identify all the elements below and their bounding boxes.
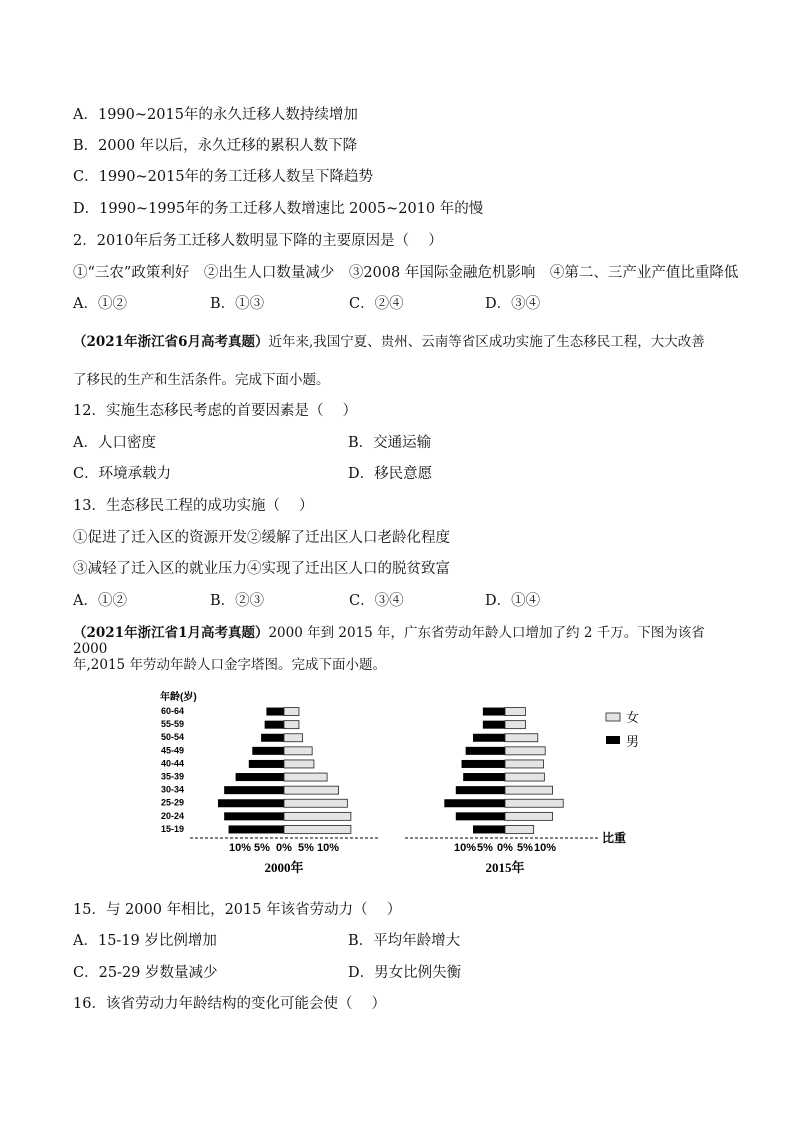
female-bar [284, 734, 302, 742]
x-tick-label: 5% [477, 842, 493, 854]
choice-a: A．①② [73, 593, 127, 609]
section-2-intro-cont: 了移民的生产和生活条件。完成下面小题。 [73, 372, 330, 388]
male-bar [229, 825, 284, 833]
female-bar [505, 825, 534, 833]
male-bar [218, 799, 284, 807]
age-group-label: 45-49 [161, 745, 185, 756]
male-bar [224, 812, 284, 820]
male-bar [261, 734, 284, 742]
male-bar [236, 773, 284, 781]
choice-d: D．移民意愿 [348, 466, 433, 482]
male-bar [473, 825, 505, 833]
intro-text: 近年来,我国宁夏、贵州、云南等省区成功实施了生态移民工程，大大改善 [268, 334, 705, 350]
question-13-statement-2: ③减轻了迁入区的就业压力④实现了迁出区人口的脱贫致富 [73, 561, 450, 577]
panel-label: 2015年 [485, 860, 525, 875]
female-bar [284, 708, 299, 716]
male-bar [249, 760, 284, 768]
y-axis-label: 年龄(岁) [160, 692, 197, 703]
population-pyramid-figure [150, 688, 640, 880]
male-bar [483, 721, 505, 729]
age-group-label: 40-44 [161, 758, 185, 769]
question-13-stem: 13．生态移民工程的成功实施（ ） [73, 498, 314, 514]
female-bar [505, 734, 538, 742]
female-bar [505, 773, 544, 781]
source-label: （2021年浙江省1月高考真题） [73, 625, 269, 641]
choice-c: C．25-29 岁数量减少 [73, 965, 218, 981]
choice-c: C．③④ [349, 593, 404, 609]
choice-d: D．③④ [485, 296, 541, 312]
choice-a: A．①② [73, 296, 127, 312]
section-3-intro [73, 621, 723, 657]
female-bar [284, 760, 314, 768]
x-tick-label: 5% [298, 842, 314, 854]
age-group-label: 30-34 [161, 784, 185, 795]
male-bar [456, 812, 505, 820]
female-bar [284, 747, 312, 755]
age-group-label: 50-54 [161, 732, 185, 743]
x-tick-label: 10% [316, 842, 340, 854]
legend-female-swatch [606, 713, 620, 721]
male-bar [456, 786, 505, 794]
section-2-intro [73, 330, 723, 350]
choice-a: A．人口密度 [73, 435, 156, 451]
age-group-label: 25-29 [161, 797, 185, 808]
x-tick-label: 0% [497, 842, 513, 854]
x-tick-label: 10% [533, 842, 557, 854]
male-bar [266, 708, 284, 716]
choice-c: C．②④ [349, 296, 404, 312]
age-group-label: 55-59 [161, 719, 185, 730]
female-bar [505, 721, 526, 729]
intro-text: 2000 年到 2015 年，广东省劳动年龄人口增加了约 2 千万。下图为该省 2000 [73, 625, 705, 657]
male-bar [224, 786, 284, 794]
x-tick-label: 0% [276, 842, 292, 854]
female-bar [505, 708, 526, 716]
choice-c: C．环境承载力 [73, 466, 172, 482]
choice-b: B．②③ [210, 593, 265, 609]
male-bar [473, 734, 505, 742]
option-b-q1: B．2000 年以后，永久迁移的累积人数下降 [73, 138, 358, 154]
female-bar [505, 812, 553, 820]
age-group-label: 60-64 [161, 706, 185, 716]
male-bar [466, 747, 505, 755]
male-bar [483, 708, 505, 716]
question-2-stem: 2．2010年后务工迁移人数明显下降的主要原因是（ ） [73, 233, 443, 249]
choice-d: D．男女比例失衡 [348, 965, 462, 981]
choice-b: B．交通运输 [348, 435, 432, 451]
age-group-label: 15-19 [161, 823, 185, 834]
age-group-label: 20-24 [161, 810, 185, 821]
x-tick-label: 5% [517, 842, 533, 854]
legend-male-swatch [606, 736, 620, 744]
male-bar [463, 773, 505, 781]
female-bar [505, 786, 553, 794]
option-a-q1: A．1990~2015年的永久迁移人数持续增加 [73, 107, 358, 123]
choice-b: B．①③ [210, 296, 265, 312]
legend-male-label: 男 [626, 734, 640, 749]
question-16-stem: 16．该省劳动力年龄结构的变化可能会使（ ） [73, 996, 387, 1012]
section-3-intro-cont: 年,2015 年劳动年龄人口金字塔图。完成下面小题。 [73, 657, 386, 673]
x-tick-label: 5% [254, 842, 270, 854]
question-13-statement-1: ①促进了迁入区的资源开发②缓解了迁出区人口老龄化程度 [73, 530, 450, 546]
choice-b: B．平均年龄增大 [348, 933, 461, 949]
source-label: （2021年浙江省6月高考真题） [73, 334, 269, 350]
age-group-label: 35-39 [161, 771, 185, 782]
male-bar [252, 747, 284, 755]
female-bar [284, 825, 351, 833]
male-bar [265, 721, 284, 729]
x-tick-label: 10% [453, 842, 477, 854]
female-bar [505, 760, 544, 768]
female-bar [284, 721, 299, 729]
option-d-q1: D．1990~1995年的务工迁移人数增速比 2005~2010 年的慢 [73, 201, 484, 217]
male-bar [444, 799, 505, 807]
question-15-stem: 15．与 2000 年相比，2015 年该省劳动力（ ） [73, 902, 402, 918]
panel-label: 2000年 [264, 860, 304, 875]
x-tick-label: 10% [228, 842, 252, 854]
male-bar [462, 760, 505, 768]
female-bar [505, 747, 545, 755]
choice-a: A．15-19 岁比例增加 [73, 933, 217, 949]
female-bar [505, 799, 563, 807]
female-bar [284, 786, 339, 794]
legend-female-label: 女 [626, 710, 640, 725]
option-c-q1: C．1990~2015年的务工迁移人数呈下降趋势 [73, 169, 374, 185]
question-12-stem: 12．实施生态移民考虑的首要因素是（ ） [73, 403, 358, 419]
question-2-statements: ①“三农”政策利好 ②出生人口数量减少 ③2008 年国际金融危机影响 ④第二、三产业产值比重降低 [73, 265, 739, 281]
female-bar [284, 773, 327, 781]
female-bar [284, 799, 347, 807]
x-axis-label: 比重 [602, 831, 627, 845]
choice-d: D．①④ [485, 593, 541, 609]
female-bar [284, 812, 351, 820]
